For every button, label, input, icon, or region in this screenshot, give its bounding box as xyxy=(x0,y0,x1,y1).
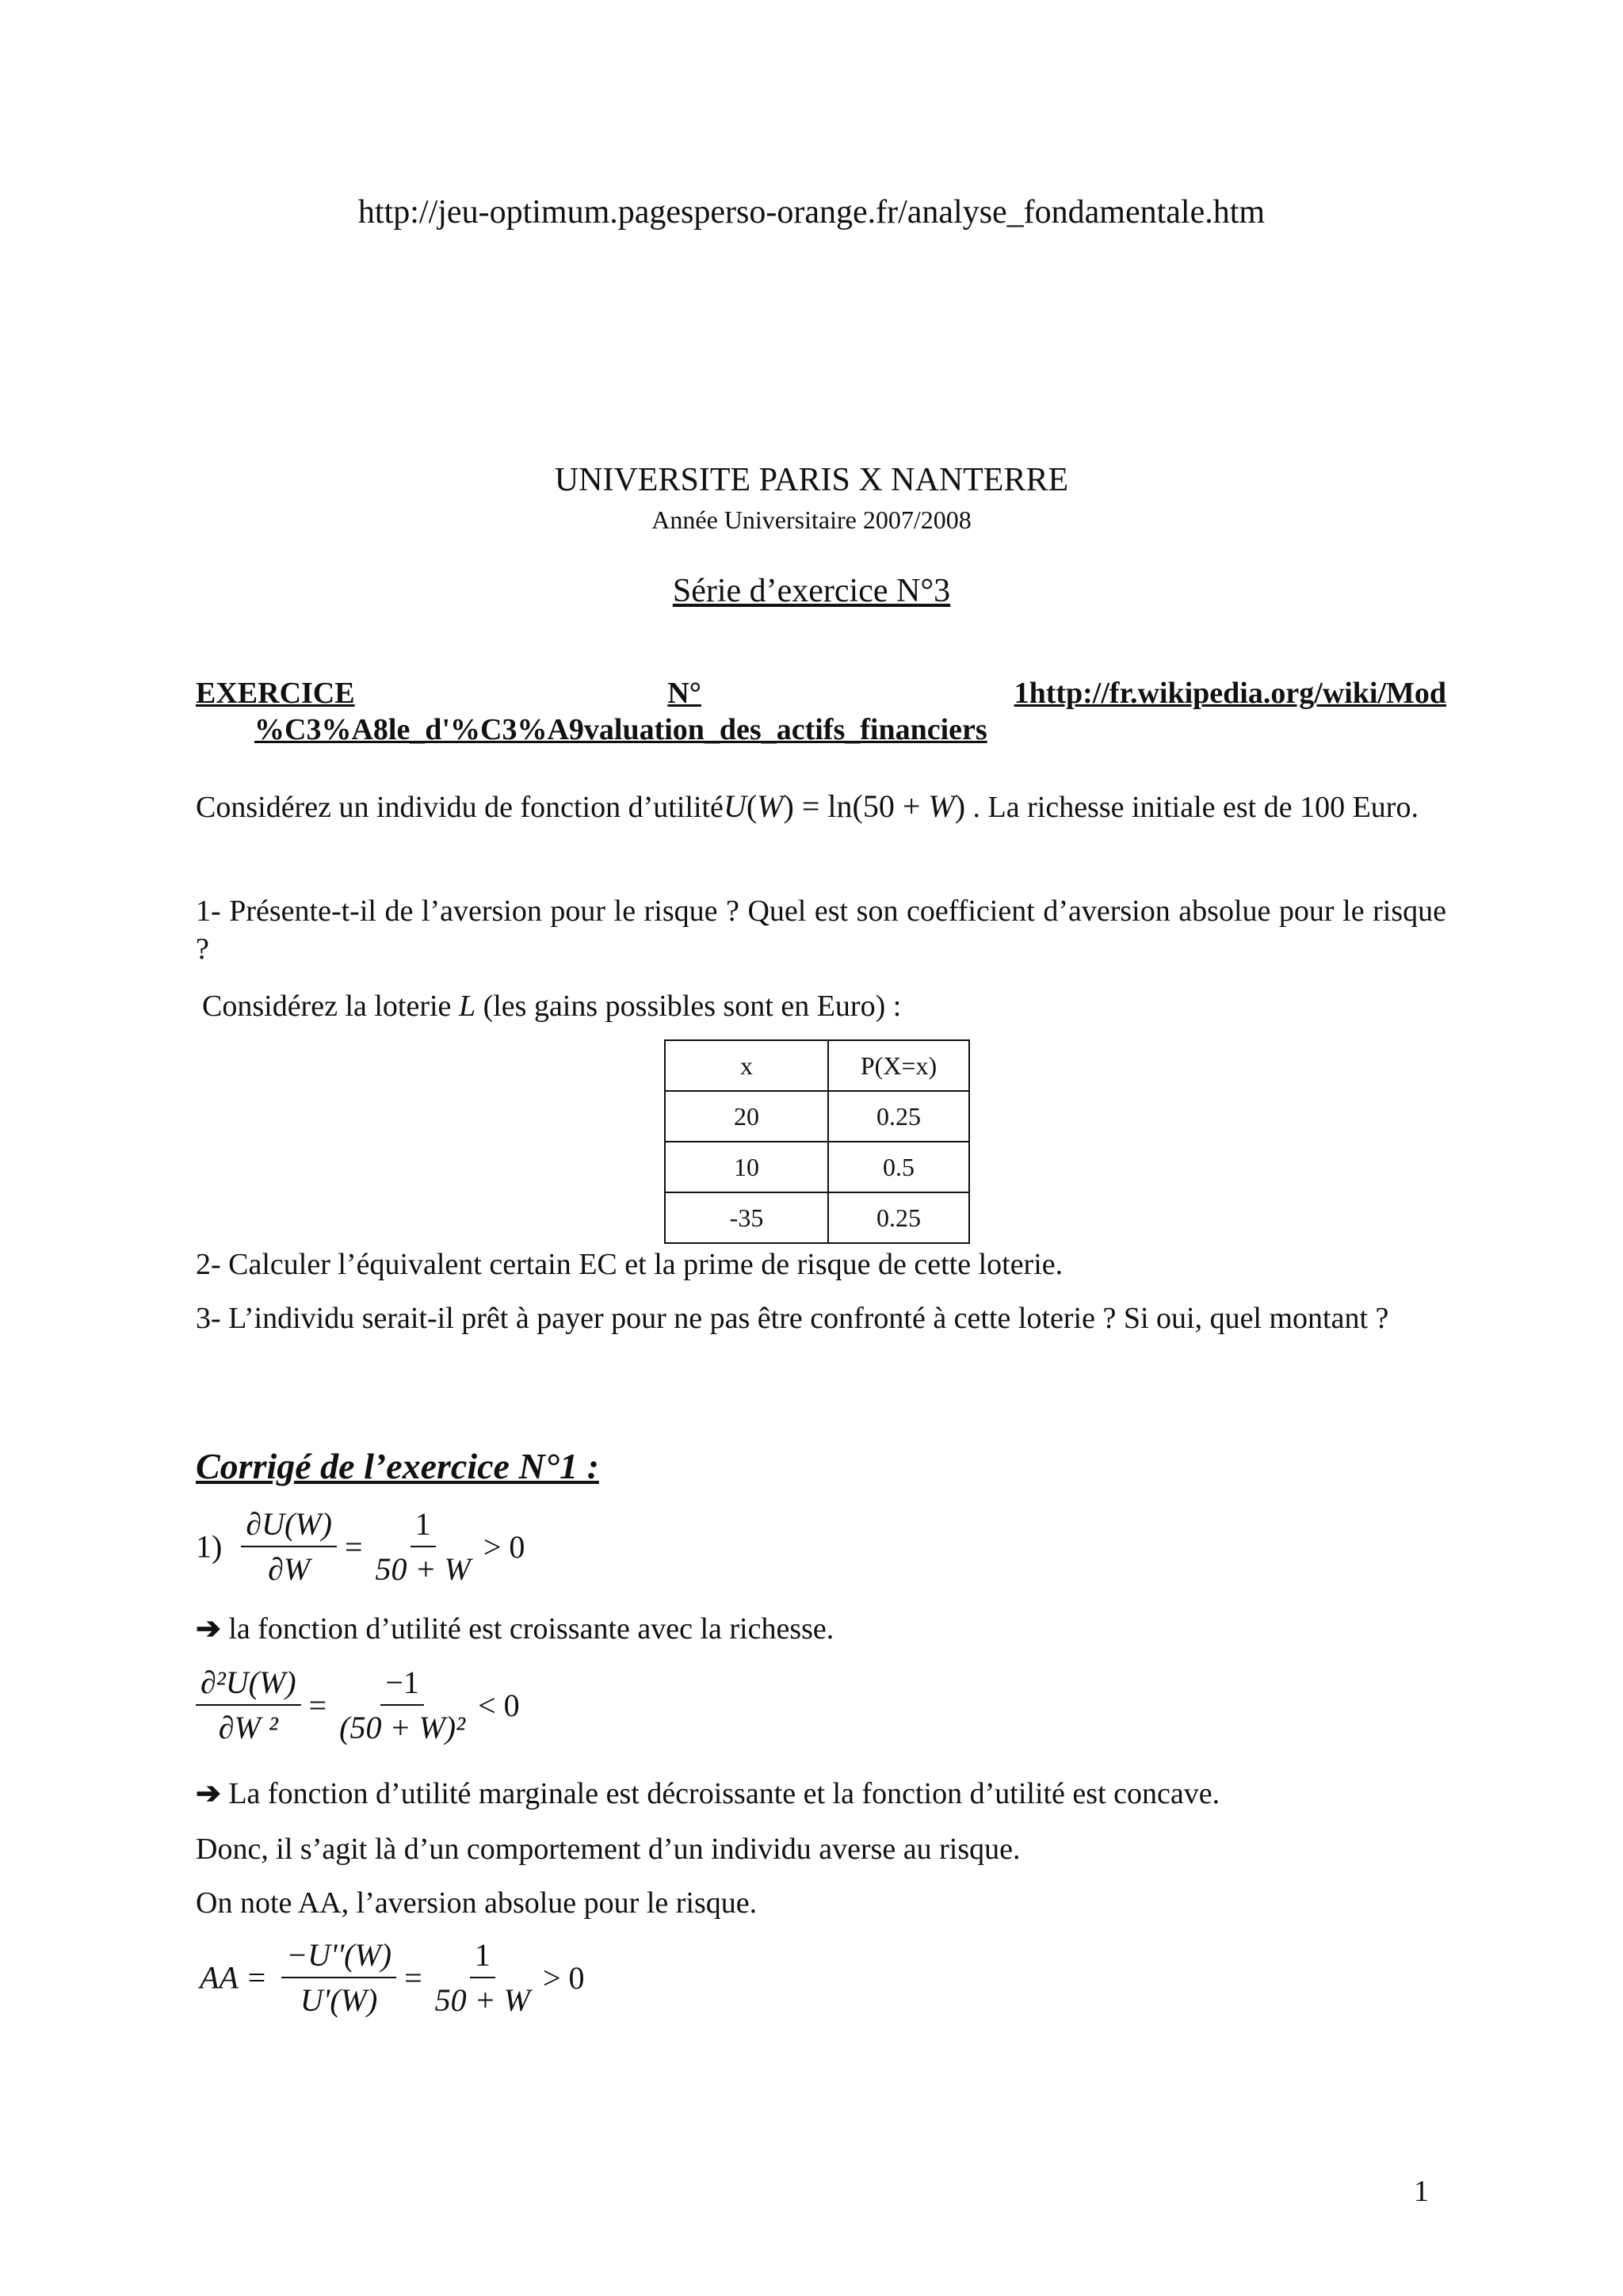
conclusion-line-4: On note AA, l’aversion absolue pour le risque. xyxy=(196,1886,758,1920)
table-cell-p: 0.25 xyxy=(828,1091,969,1142)
utility-function: U(W) = ln(50 + W) xyxy=(723,788,966,824)
eq3-lhs: AA = xyxy=(200,1959,268,1996)
conclusion-line-1: ➔ la fonction d’utilité est croissante avec la richesse. xyxy=(196,1612,834,1646)
eq2-rhs-fraction: $\frac{-1}{\text{(50 + W)²}}$ xyxy=(339,1665,466,1745)
eq1-lhs-fraction: $\frac{\partial U(W)}{\partial W}$ xyxy=(241,1505,337,1588)
page-number: 1 xyxy=(1414,2175,1429,2208)
table-header-row xyxy=(665,1040,969,1091)
eq2-lhs-fraction: $\frac{\text{∂²U(W)}}{\text{∂W ²}}$ xyxy=(196,1664,301,1746)
conclusion-line-3: Donc, il s’agit là d’un comportement d’un individu averse au risque. xyxy=(196,1833,1021,1866)
table-header-x: x xyxy=(665,1040,828,1091)
question-1: 1- Présente-t-il de l’aversion pour le risque ? Quel est son coefficient d’aversion absolue pour le risque ? xyxy=(196,894,1446,966)
academic-year: Année Universitaire 2007/2008 xyxy=(651,505,972,534)
conclusion-line-2: ➔ La fonction d’utilité marginale est décroissante et la fonction d’utilité est concave. xyxy=(196,1777,1220,1810)
table-header-p: P(X=x) xyxy=(828,1040,969,1091)
table-cell-x: 10 xyxy=(665,1142,828,1192)
lottery-intro: Considérez la loterie L (les gains possibles sont en Euro) : xyxy=(202,990,902,1023)
eq3-middle-fraction: $\frac{-U''(W)}{U'(W)}$ xyxy=(281,1936,396,2019)
lottery-symbol: L xyxy=(458,990,476,1023)
eq3-rhs-fraction: $\frac{1}{50 + W}$ xyxy=(434,1937,530,2018)
intro-text-after: . La richesse initiale est de 100 Euro. xyxy=(972,791,1419,824)
lottery-table xyxy=(664,1039,970,1244)
correction-title: Corrigé de l’exercice N°1 : xyxy=(196,1446,599,1486)
exercise-heading-number: N° xyxy=(667,677,701,710)
equation-2: $\frac{\text{∂²U(W)}}{\text{∂W ²}}$ = $\frac{-1}{\text{(50 + W)²}}$ < 0 xyxy=(196,1664,528,1746)
question-3: 3- L’individu serait-il prêt à payer pour ne pas être confronté à cette loterie ? Si oui, quel montant ? xyxy=(196,1302,1389,1335)
intro-text: Considérez un individu de fonction d’utilité xyxy=(196,791,724,824)
university-name: UNIVERSITE PARIS X NANTERRE xyxy=(554,462,1069,498)
arrow-icon: ➔ xyxy=(196,1612,221,1646)
exercise-heading-link[interactable]: 1http://fr.wikipedia.org/wiki/Mod xyxy=(1014,677,1446,710)
equation-1: 1) $\frac{\partial U(W)}{\partial W}$ = $\frac{1}{50 + W}$ > 0 xyxy=(196,1506,525,1587)
table-cell-p: 0.25 xyxy=(828,1192,969,1243)
item-1-label: 1) xyxy=(196,1528,223,1565)
table-cell-x: 20 xyxy=(665,1091,828,1142)
exercise-heading[interactable] xyxy=(196,675,1446,748)
question-2: 2- Calculer l’équivalent certain EC et la prime de risque de cette loterie. xyxy=(196,1248,1064,1281)
header-url[interactable]: http://jeu-optimum.pagesperso-orange.fr/analyse_fondamentale.htm xyxy=(357,194,1266,231)
table-cell-p: 0.5 xyxy=(828,1142,969,1192)
exercise-intro xyxy=(196,788,1446,826)
eq1-rhs-fraction: $\frac{1}{50 + W}$ xyxy=(375,1506,471,1587)
series-title: Série d’exercice N°3 xyxy=(672,573,951,609)
table-row xyxy=(665,1142,969,1192)
table-row xyxy=(665,1091,969,1142)
exercise-heading-word: EXERCICE xyxy=(196,677,355,710)
table-row xyxy=(665,1192,969,1243)
arrow-icon: ➔ xyxy=(196,1777,221,1810)
equation-3: AA = $\frac{-U''(W)}{U'(W)}$ = $\frac{1}{50 + W}$ > 0 xyxy=(200,1937,585,2018)
exercise-heading-link-cont[interactable]: %C3%A8le_d'%C3%A9valuation_des_actifs_financiers xyxy=(254,713,987,746)
table-cell-x: -35 xyxy=(665,1192,828,1243)
